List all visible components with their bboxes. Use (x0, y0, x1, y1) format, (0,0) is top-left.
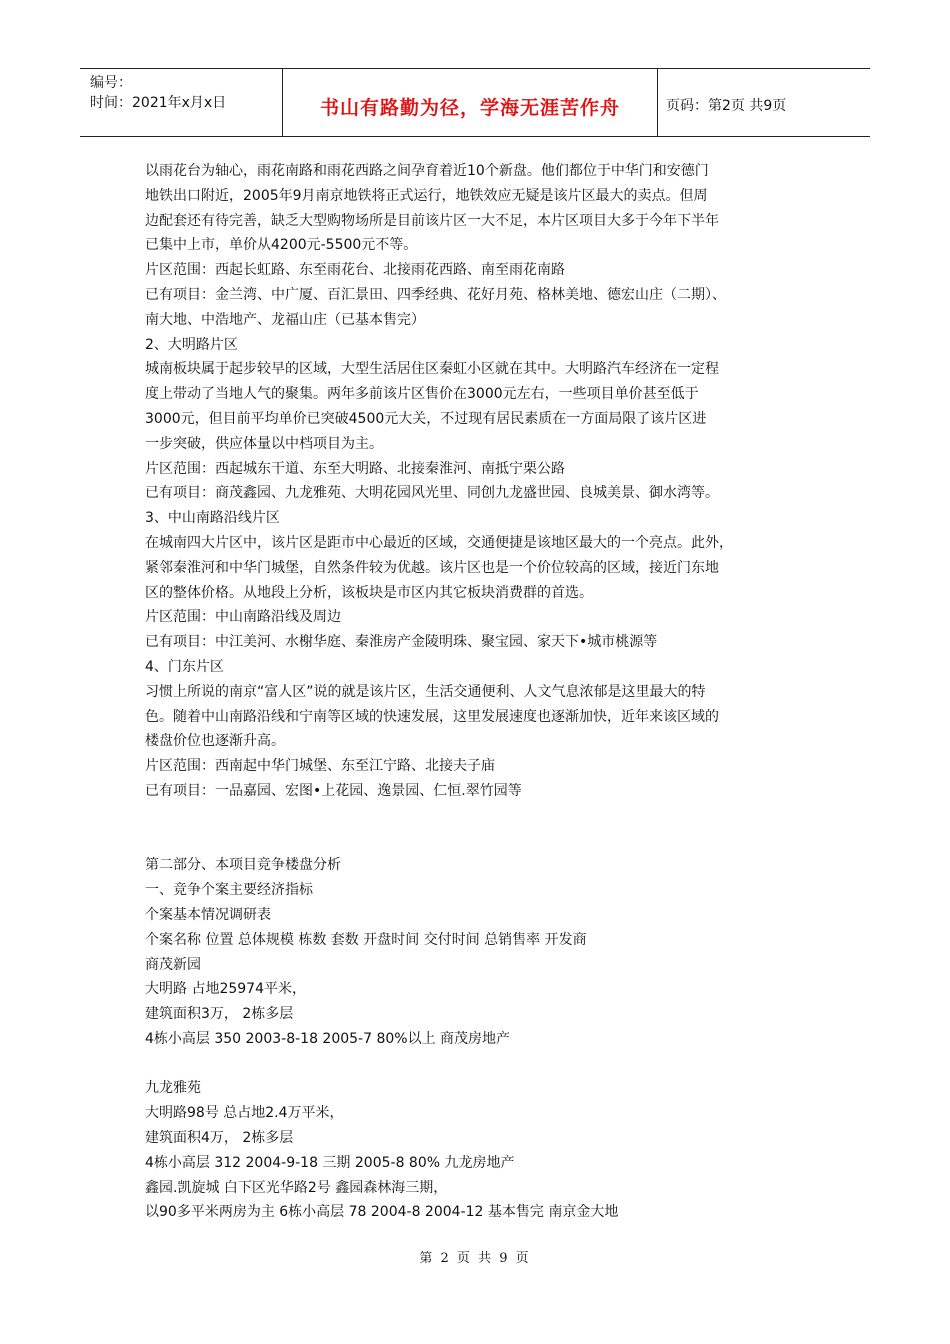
text-line: 楼盘价位也逐渐升高。 (145, 733, 285, 750)
date-label: 时间：2021年x月x日 (90, 95, 227, 111)
text-line: 4、门东片区 (145, 658, 224, 675)
text-line: 区的整体价格。从地段上分析，该板块是市区内其它板块消费群的首选。 (145, 584, 593, 601)
blank-line (145, 1052, 810, 1077)
text-line: 城南板块属于起步较早的区域，大型生活居住区秦虹小区就在其中。大明路汽车经济在一定程 (145, 361, 719, 378)
text-line: 大明路 占地25974平米， (145, 981, 306, 998)
text-line: 2、大明路片区 (145, 336, 238, 353)
page-label: 页码：第2页 共9页 (666, 97, 787, 114)
header-left-cell (80, 69, 283, 136)
text-line: 已有项目：一品嘉园、宏图•上花园、逸景园、仁恒.翠竹园等 (145, 782, 522, 799)
text-line: 已有项目：金兰湾、中广厦、百汇景田、四季经典、花好月苑、格林美地、德宏山庄（二期）、 (145, 286, 726, 303)
text-line: 一步突破，供应体量以中档项目为主。 (145, 435, 383, 452)
text-line: 在城南四大片区中，该片区是距市中心最近的区域，交通便捷是该地区最大的一个亮点。此外， (145, 534, 733, 551)
text-line: 片区范围：西南起中华门城堡、东至江宁路、北接夫子庙 (145, 758, 495, 775)
text-line: 以雨花台为轴心，雨花南路和雨花西路之间孕育着近10个新盘。他们都位于中华门和安德门 (145, 163, 709, 179)
text-line: 商茂新园 (145, 956, 201, 973)
text-line: 个案基本情况调研表 (145, 906, 271, 923)
document-body (145, 159, 810, 1225)
number-label: 编号： (90, 75, 132, 91)
header-table (80, 68, 870, 137)
text-line: 已有项目：中江美河、水榭华庭、秦淮房产金陵明珠、聚宝园、家天下•城市桃源等 (145, 634, 658, 651)
blank-line (145, 829, 810, 854)
footer-page-number: 第 2 页 共 9 页 (419, 1251, 531, 1266)
text-line: 鑫园.凯旋城 白下区光华路2号 鑫园森林海三期， (145, 1179, 448, 1196)
text-line: 片区范围：中山南路沿线及周边 (145, 609, 341, 626)
text-line: 九龙雅苑 (145, 1080, 201, 1097)
text-line: 南大地、中浩地产、龙福山庄（已基本售完） (145, 311, 425, 328)
blank-line (145, 804, 810, 829)
text-line: 大明路98号 总占地2.4万平米， (145, 1105, 344, 1122)
text-line: 已有项目：商茂鑫园、九龙雅苑、大明花园风光里、同创九龙盛世园、良城美景、御水湾等。 (145, 485, 719, 502)
text-line: 片区范围：西起长虹路、东至雨花台、北接雨花西路、南至雨花南路 (145, 262, 565, 279)
text-line: 3000元，但目前平均单价已突破4500元大关，不过现有居民素质在一方面局限了该片区进 (145, 410, 707, 427)
text-line: 建筑面积3万， 2栋多层 (145, 1006, 294, 1023)
text-line: 紧邻秦淮河和中华门城堡，自然条件较为优越。该片区也是一个价位较高的区域，接近门东地 (145, 559, 719, 576)
text-line: 4栋小高层 350 2003-8-18 2005-7 80%以上 商茂房地产 (145, 1030, 511, 1047)
text-line: 已集中上市，单价从4200元-5500元不等。 (145, 237, 418, 254)
text-line: 习惯上所说的南京“富人区”说的就是该片区，生活交通便利、人文气息浓郁是这里最大的特 (145, 683, 706, 700)
text-line: 3、中山南路沿线片区 (145, 510, 280, 527)
text-line: 一、竞争个案主要经济指标 (145, 882, 313, 899)
text-line: 度上带动了当地人气的聚集。两年多前该片区售价在3000元左右，一些项目单价甚至低于 (145, 386, 699, 403)
text-line: 片区范围：西起城东干道、东至大明路、北接秦淮河、南抵宁栗公路 (145, 460, 565, 477)
text-line: 建筑面积4万， 2栋多层 (145, 1130, 294, 1147)
text-line: 边配套还有待完善，缺乏大型购物场所是目前该片区一大不足，本片区项目大多于今年下半年 (145, 212, 719, 229)
text-line: 色。随着中山南路沿线和宁南等区域的快速发展，这里发展速度也逐渐加快，近年来该区域的 (145, 708, 719, 725)
text-line: 4栋小高层 312 2004-9-18 三期 2005-8 80% 九龙房地产 (145, 1154, 515, 1171)
text-line: 个案名称 位置 总体规模 栋数 套数 开盘时间 交付时间 总销售率 开发商 (145, 931, 587, 948)
text-line: 以90多平米两房为主 6栋小高层 78 2004-8 2004-12 基本售完 南京金大地 (145, 1204, 619, 1221)
text-line: 第二部分、本项目竞争楼盘分析 (145, 857, 341, 874)
text-line: 地铁出口附近，2005年9月南京地铁将正式运行，地铁效应无疑是该片区最大的卖点。但周 (145, 187, 708, 204)
motto: 书山有路勤为径，学海无涯苦作舟 (283, 69, 658, 136)
